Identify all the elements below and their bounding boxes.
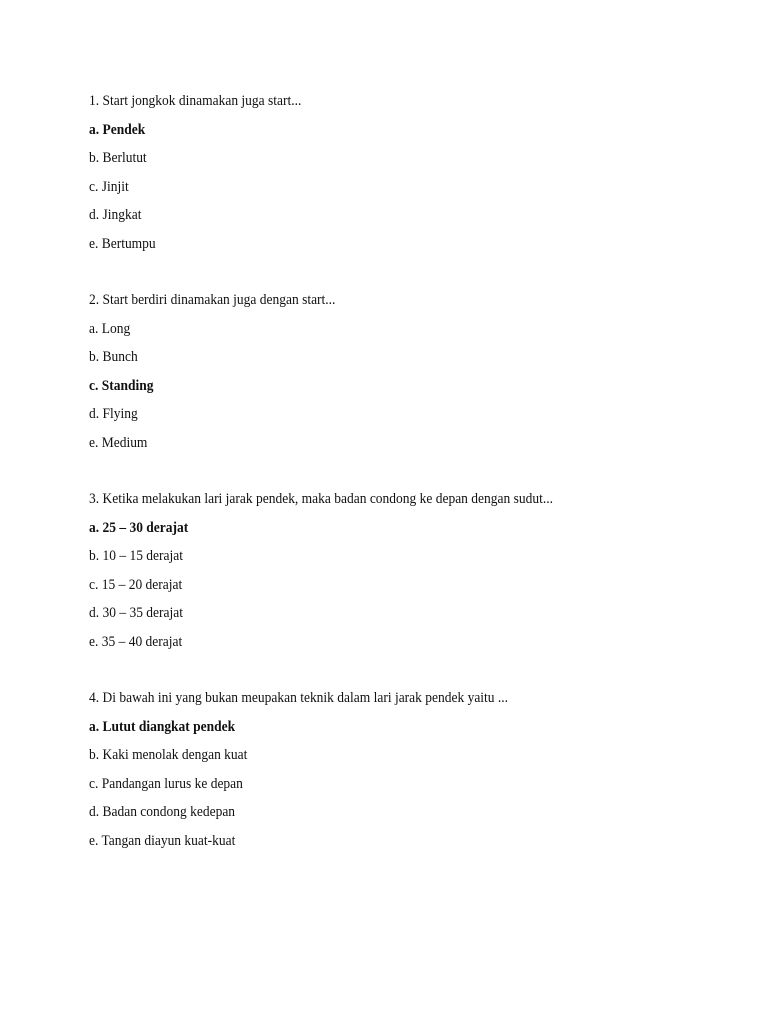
option-b: b. Kaki menolak dengan kuat xyxy=(89,747,248,763)
option-b: b. 10 – 15 derajat xyxy=(89,548,184,564)
question-text: 4. Di bawah ini yang bukan meupakan teknik dalam lari jarak pendek yaitu ... xyxy=(89,690,509,706)
option-d: d. Flying xyxy=(89,406,138,422)
option-c: c. 15 – 20 derajat xyxy=(89,576,183,593)
option-c-answer: c. Standing xyxy=(89,377,154,394)
question-text: 1. Start jongkok dinamakan juga start... xyxy=(89,93,302,109)
option-d: d. Badan condong kedepan xyxy=(89,804,236,820)
option-a: a. Long xyxy=(89,320,131,337)
question-3 xyxy=(89,485,729,656)
option-c: c. Pandangan lurus ke depan xyxy=(89,775,243,792)
option-e: e. Tangan diayun kuat-kuat xyxy=(89,832,236,849)
question-text: 2. Start berdiri dinamakan juga dengan start... xyxy=(89,292,336,308)
option-a-answer: a. Lutut diangkat pendek xyxy=(89,718,236,735)
question-2 xyxy=(89,286,729,457)
option-a-answer: a. Pendek xyxy=(89,121,146,138)
question-1 xyxy=(89,87,729,258)
option-c: c. Jinjit xyxy=(89,178,129,195)
option-e: e. Bertumpu xyxy=(89,235,156,252)
option-b: b. Berlutut xyxy=(89,150,147,166)
option-d: d. 30 – 35 derajat xyxy=(89,605,184,621)
question-text: 3. Ketika melakukan lari jarak pendek, maka badan condong ke depan dengan sudut... xyxy=(89,491,553,507)
option-a-answer: a. 25 – 30 derajat xyxy=(89,519,189,536)
option-e: e. 35 – 40 derajat xyxy=(89,633,183,650)
question-4 xyxy=(89,684,729,855)
option-e: e. Medium xyxy=(89,434,148,451)
option-d: d. Jingkat xyxy=(89,207,142,223)
option-b: b. Bunch xyxy=(89,349,138,365)
